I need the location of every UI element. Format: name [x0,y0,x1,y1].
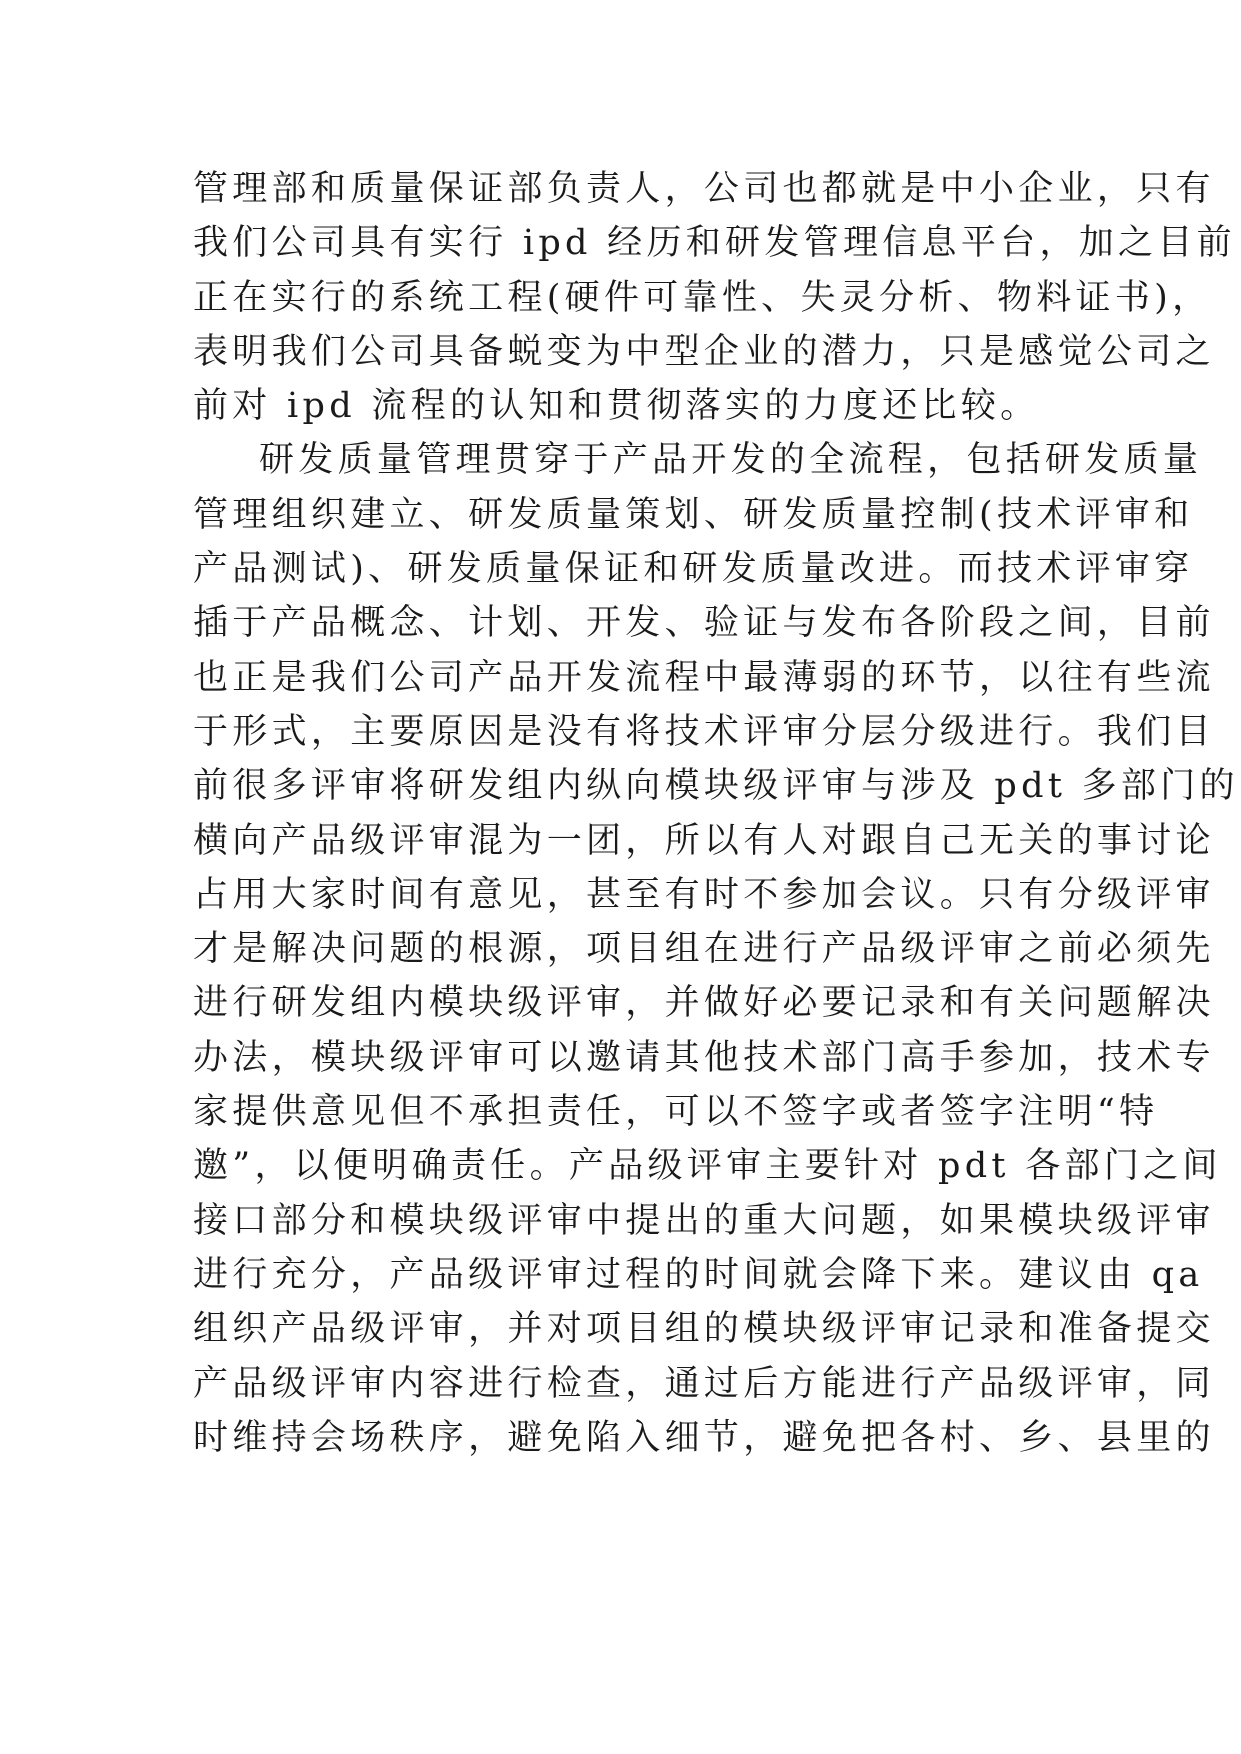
text-line: 于形式，主要原因是没有将技术评审分层分级进行。我们目 [193,711,1215,752]
text-line: 产品级评审内容进行检查，通过后方能进行产品级评审，同 [193,1363,1215,1404]
text-line: 占用大家时间有意见，甚至有时不参加会议。只有分级评审 [193,874,1215,915]
paragraph-2 [193,433,1239,1465]
text-line: 邀”，以便明确责任。产品级评审主要针对 pdt 各部门之间 [193,1146,1222,1187]
text-line: 才是解决问题的根源，项目组在进行产品级评审之前必须先 [193,929,1215,970]
text-line: 正在实行的系统工程(硬件可靠性、失灵分析、物料证书)， [193,277,1212,318]
text-line: 时维持会场秩序，避免陷入细节，避免把各村、乡、县里的 [193,1417,1215,1458]
text-line: 管理部和质量保证部负责人，公司也都就是中小企业，只有 [193,169,1215,209]
text-line: 办法，模块级评审可以邀请其他技术部门高手参加，技术专 [193,1037,1215,1078]
text-line: 前很多评审将研发组内纵向模块级评审与涉及 pdt 多部门的 [193,766,1239,807]
text-line: 产品测试)、研发质量保证和研发质量改进。而技术评审穿 [193,549,1194,590]
text-line: 横向产品级评审混为一团，所以有人对跟自己无关的事讨论 [193,820,1215,861]
text-line: 前对 ipd 流程的认知和贯彻落实的力度还比较。 [193,386,1040,427]
text-line: 进行研发组内模块级评审，并做好必要记录和有关问题解决 [193,983,1215,1024]
text-line: 组织产品级评审，并对项目组的模块级评审记录和准备提交 [193,1309,1215,1350]
text-line: 表明我们公司具备蜕变为中型企业的潜力，只是感觉公司之 [193,331,1215,372]
text-line: 我们公司具有实行 ipd 经历和研发管理信息平台，加之目前 [193,223,1236,264]
text-line: 管理组织建立、研发质量策划、研发质量控制(技术评审和 [193,494,1194,535]
text-line: 也正是我们公司产品开发流程中最薄弱的环节，以往有些流 [193,657,1215,698]
text-line: 进行充分，产品级评审过程的时间就会降下来。建议由 qa [193,1254,1204,1295]
text-line: 家提供意见但不承担责任，可以不签字或者签字注明“特 [193,1092,1159,1133]
text-line: 插于产品概念、计划、开发、验证与发布各阶段之间，目前 [193,603,1215,644]
paragraph-1 [193,162,1236,433]
text-line-first: 研发质量管理贯穿于产品开发的全流程，包括研发质量 [259,440,1203,481]
document-body [193,162,1239,1465]
text-line: 接口部分和模块级评审中提出的重大问题，如果模块级评审 [193,1200,1215,1241]
